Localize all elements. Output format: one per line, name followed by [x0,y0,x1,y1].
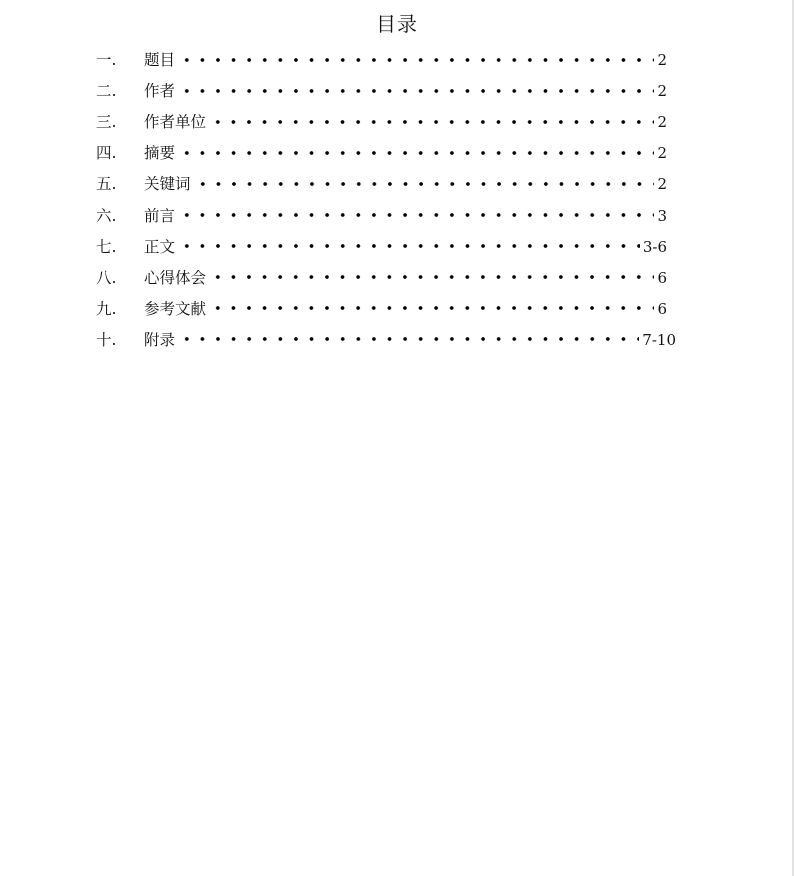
toc-entry-page: 2 [657,175,667,194]
toc-entry[interactable] [96,325,696,356]
toc-entry-page: 2 [657,51,667,70]
toc-entry-number: 六. [96,206,117,225]
toc-entry-label: 摘要 [144,144,176,163]
toc-entry-number: 四. [96,144,117,163]
toc-entry-label: 心得体会 [144,268,207,287]
toc-entry[interactable] [96,45,696,76]
toc-entry[interactable] [96,200,696,231]
toc-entry[interactable] [96,232,696,263]
toc-entry-page: 3-6 [642,237,667,256]
toc-entry-label: 关键词 [144,175,191,194]
toc-entry-label: 题目 [144,51,176,70]
toc-entry-page: 6 [657,299,667,318]
dot-leader [178,213,654,217]
toc-entry-label: 正文 [144,237,176,256]
toc-entry-page: 7-10 [642,330,676,349]
toc-entry-number: 三. [96,113,117,132]
toc-entry[interactable] [96,169,696,200]
toc-list [96,45,696,356]
dot-leader [178,337,639,341]
toc-entry-number: 九. [96,299,117,318]
toc-entry-page: 2 [657,113,667,132]
toc-entry-page: 2 [657,144,667,163]
toc-entry-label: 附录 [144,330,176,349]
dot-leader [178,58,654,62]
dot-leader [178,151,654,155]
toc-entry-page: 3 [657,206,667,225]
dot-leader [209,275,654,279]
toc-entry-number: 十. [96,330,117,349]
toc-entry[interactable] [96,263,696,294]
toc-entry-number: 五. [96,175,117,194]
toc-entry-number: 一. [96,51,117,70]
toc-entry-page: 6 [657,268,667,287]
dot-leader [178,89,654,93]
dot-leader [194,182,655,186]
toc-entry[interactable] [96,138,696,169]
toc-entry[interactable] [96,107,696,138]
toc-entry-number: 八. [96,268,117,287]
dot-leader [209,120,654,124]
dot-leader [178,244,640,248]
toc-entry-label: 作者单位 [144,113,207,132]
toc-entry-number: 二. [96,82,117,101]
toc-entry-label: 作者 [144,82,176,101]
toc-entry[interactable] [96,76,696,107]
toc-entry-number: 七. [96,237,117,256]
toc-entry[interactable] [96,294,696,325]
toc-entry-page: 2 [657,82,667,101]
dot-leader [209,306,654,310]
toc-entry-label: 参考文献 [144,299,207,318]
toc-entry-label: 前言 [144,206,176,225]
toc-title: 目录 [376,12,418,36]
